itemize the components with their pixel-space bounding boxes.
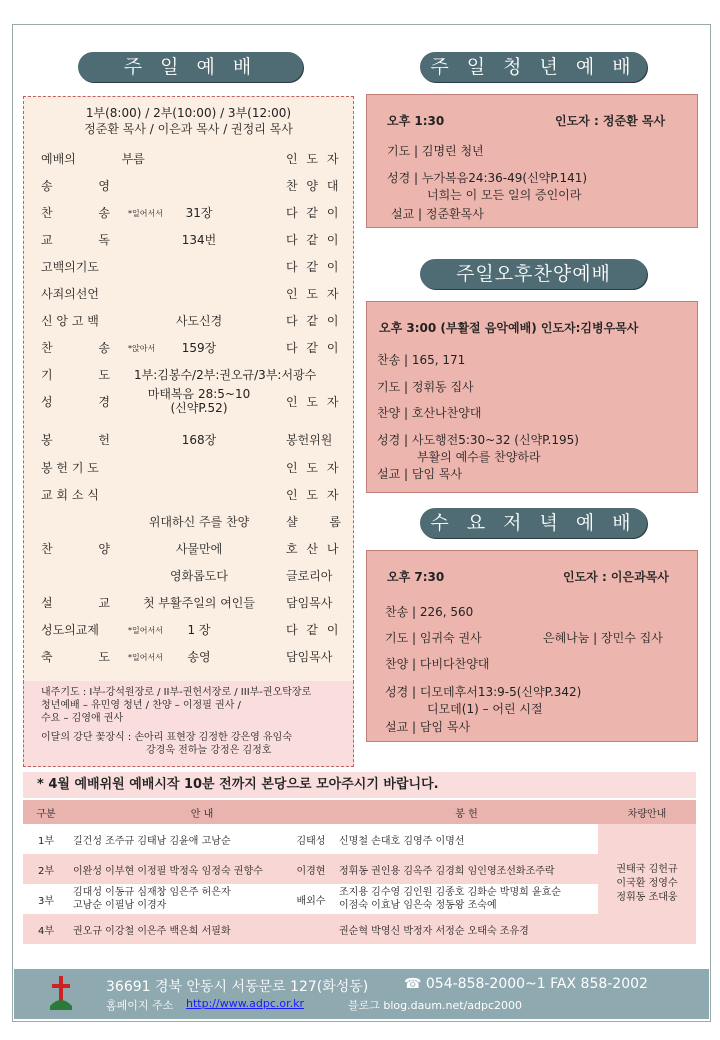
order-note: *일어서서 xyxy=(128,209,163,218)
homepage-link[interactable]: http://www.adpc.or.kr xyxy=(186,997,305,1010)
order-leader: 인 도 자 xyxy=(286,488,339,502)
order-leader: 담임목사 xyxy=(286,650,333,664)
order-leader: 담임목사 xyxy=(286,596,333,610)
order-row xyxy=(24,366,353,386)
note-line: 청년예배 – 유민영 청년 / 찬양 – 이정필 권사 / xyxy=(41,700,241,711)
church-cross-icon xyxy=(50,976,72,1014)
order-content: 영화롭도다 xyxy=(170,569,228,583)
wednesday-time: 오후 7:30 xyxy=(387,570,445,584)
order-note: *일어서서 xyxy=(128,653,163,662)
wednesday-hymn: 찬송 | 226, 560 xyxy=(385,605,474,619)
afternoon-title: 주일오후찬양예배 xyxy=(420,259,647,289)
column-header: 구분 xyxy=(23,800,69,824)
order-item: 봉 헌 xyxy=(41,433,110,447)
vehicle-line: 정휘동 조대웅 xyxy=(616,892,678,903)
order-row xyxy=(24,387,353,415)
order-item: 예배의 부름 xyxy=(41,152,145,166)
order-item: 성도의교제 xyxy=(41,623,99,637)
order-content: 31장 xyxy=(185,206,213,220)
leader-cell: 이경현 xyxy=(292,854,335,884)
part-cell: 3부 xyxy=(23,884,69,914)
order-leader: 인 도 자 xyxy=(286,152,339,166)
youth-leader: 인도자 : 정준환 목사 xyxy=(555,114,666,128)
leader-cell: 김태성 xyxy=(292,824,335,854)
afternoon-scripture-title: 부활의 예수를 찬양하라 xyxy=(417,450,541,464)
order-content: 134번 xyxy=(181,233,217,247)
order-row xyxy=(24,594,353,614)
order-content: 1 장 xyxy=(187,623,211,637)
order-row xyxy=(24,513,353,533)
order-item: 찬 양 xyxy=(41,542,110,556)
committee-title: * 4월 예배위원 예배시작 10분 전까지 본당으로 모아주시기 바랍니다. xyxy=(23,772,696,798)
service-ministers: 정준환 목사 / 이은과 목사 / 권정리 목사 xyxy=(84,122,293,136)
order-leader: 다 같 이 xyxy=(286,260,339,274)
note-line: 강경욱 전하늘 강정은 김정호 xyxy=(146,745,272,756)
order-leader: 인 도 자 xyxy=(286,395,339,409)
order-leader: 샬 롬 xyxy=(286,515,341,529)
youth-title: 주 일 청 년 예 배 xyxy=(420,52,647,82)
table-row xyxy=(23,824,696,854)
afternoon-panel xyxy=(366,301,698,493)
part-cell: 1부 xyxy=(23,824,69,854)
order-leader: 글로리아 xyxy=(286,569,333,583)
order-leader: 인 도 자 xyxy=(286,287,339,301)
sunday-notes xyxy=(23,681,354,767)
youth-scripture: 성경 | 누가복음24:36-49(신약P.141) xyxy=(387,171,588,185)
order-row xyxy=(24,231,353,251)
guide-cell: 권오규 이강철 이은주 백은희 서필화 xyxy=(69,914,292,944)
note-line: 내주기도 : I부-강석원장로 / II부-권헌서장로 / III부-권오탁장로 xyxy=(41,687,312,698)
order-item: 성 경 xyxy=(41,395,110,409)
wednesday-title: 수 요 저 녁 예 배 xyxy=(420,508,647,538)
order-row xyxy=(24,567,353,587)
offering-cell: 권순혁 박영신 박정자 서정순 오태숙 조유경 xyxy=(335,914,598,944)
order-content: 위대하신 주를 찬양 xyxy=(148,515,250,529)
order-leader: 다 같 이 xyxy=(286,341,339,355)
wednesday-scripture-title: 디모데(1) – 어린 시절 xyxy=(427,702,543,716)
offering-cell: 정휘동 권인용 김옥주 김경희 임인영조선화조주락 xyxy=(335,854,598,884)
blog-address: 블로그 blog.daum.net/adpc2000 xyxy=(348,999,523,1012)
column-header: 봉 헌 xyxy=(335,800,598,824)
leader-cell xyxy=(292,914,335,944)
part-cell: 4부 xyxy=(23,914,69,944)
table-row xyxy=(23,854,696,884)
order-item: 설 교 xyxy=(41,596,110,610)
guide-cell: 길건성 조주규 김태남 김윤애 고남순 xyxy=(69,824,292,854)
order-item: 축 도 xyxy=(41,650,110,664)
order-content: 송영 xyxy=(187,650,211,664)
wednesday-sermon: 설교 | 담임 목사 xyxy=(385,720,471,734)
order-item: 신 앙 고 백 xyxy=(41,314,99,328)
order-leader: 다 같 이 xyxy=(286,623,339,637)
order-row xyxy=(24,150,353,170)
note-line: 수요 – 김영애 권사 xyxy=(41,713,124,724)
order-leader: 봉헌위원 xyxy=(286,433,333,447)
table-row xyxy=(23,884,696,914)
order-content: 마태복음 28:5~10 (신약P.52) xyxy=(147,387,251,415)
order-leader: 다 같 이 xyxy=(286,314,339,328)
order-item: 봉 헌 기 도 xyxy=(41,461,99,475)
offering-cell: 조지용 김수영 김인원 김종호 김화순 박명희 윤효순 이점숙 이효남 임은숙 정동왕 조숙예 xyxy=(335,884,598,914)
order-note: *일어서서 xyxy=(128,626,163,635)
order-row xyxy=(24,621,353,641)
column-header: 안 내 xyxy=(69,800,335,824)
order-row xyxy=(24,459,353,479)
order-content: 사도신경 xyxy=(175,314,223,328)
offering-cell: 신명철 손대호 김영주 이명선 xyxy=(335,824,598,854)
wednesday-leader: 인도자 : 이은과목사 xyxy=(563,570,669,584)
order-item: 고백의기도 xyxy=(41,260,99,274)
afternoon-time-leader: 오후 3:00 (부활절 음악예배) 인도자:김병우목사 xyxy=(379,321,639,335)
church-address: 36691 경북 안동시 서동문로 127(화성동) xyxy=(106,979,369,995)
order-row xyxy=(24,204,353,224)
afternoon-praise: 찬양 | 호산나찬양대 xyxy=(377,406,482,420)
order-content: 1부:김봉수/2부:권오규/3부:서광수 xyxy=(134,368,317,382)
church-phone: ☎ 054-858-2000~1 FAX 858-2002 xyxy=(404,976,648,992)
order-item: 찬 송 xyxy=(41,206,110,220)
note-line: 이달의 강단 꽃장식 : 손아리 표현장 김정한 강은영 유임숙 xyxy=(41,732,292,743)
order-row xyxy=(24,312,353,332)
vehicle-cell xyxy=(598,824,696,944)
order-item: 사죄의선언 xyxy=(41,287,99,301)
guide-cell: 이완성 이부현 이정필 박정옥 임정숙 권향수 xyxy=(69,854,292,884)
order-row xyxy=(24,285,353,305)
order-row xyxy=(24,540,353,560)
footer xyxy=(14,969,709,1019)
youth-scripture-title: 너희는 이 모든 일의 증인이라 xyxy=(427,188,582,202)
wednesday-prayer: 기도 | 임귀숙 권사 xyxy=(385,631,482,645)
order-item: 교 독 xyxy=(41,233,110,247)
column-header: 차량안내 xyxy=(598,800,696,824)
table-row xyxy=(23,914,696,944)
order-leader: 다 같 이 xyxy=(286,233,339,247)
order-content: 159장 xyxy=(181,341,217,355)
order-row xyxy=(24,177,353,197)
wednesday-panel xyxy=(366,550,698,742)
part-cell: 2부 xyxy=(23,854,69,884)
order-item: 교 회 소 식 xyxy=(41,488,99,502)
wednesday-praise: 찬양 | 다비다찬양대 xyxy=(385,657,490,671)
service-times: 1부(8:00) / 2부(10:00) / 3부(12:00) xyxy=(85,106,292,120)
order-leader: 찬 양 대 xyxy=(286,179,339,193)
order-leader: 호 산 나 xyxy=(286,542,339,556)
wednesday-grace: 은혜나눔 | 장민수 집사 xyxy=(543,631,663,645)
sunday-title: 주 일 예 배 xyxy=(78,52,303,82)
order-content: 168장 xyxy=(181,433,217,447)
vehicle-line: 이국환 정영수 xyxy=(616,878,678,889)
afternoon-hymn: 찬송 | 165, 171 xyxy=(377,353,466,367)
order-row xyxy=(24,431,353,451)
vehicle-line: 권태국 김헌규 xyxy=(616,864,678,875)
youth-prayer: 기도 | 김명린 청년 xyxy=(387,144,484,158)
leader-cell: 배외수 xyxy=(292,884,335,914)
order-row xyxy=(24,486,353,506)
order-leader: 다 같 이 xyxy=(286,206,339,220)
afternoon-scripture: 성경 | 사도행전5:30~32 (신약P.195) xyxy=(377,433,579,447)
order-content: 사물만에 xyxy=(175,542,223,556)
youth-panel xyxy=(366,94,698,228)
afternoon-sermon: 설교 | 담임 목사 xyxy=(377,467,463,481)
order-item: 찬 송 xyxy=(41,341,110,355)
committee-table xyxy=(23,800,696,944)
homepage-label: 홈페이지 주소 xyxy=(106,999,174,1012)
guide-cell: 김대성 이동규 심재창 임은주 허은자 고남순 이필남 이경자 xyxy=(69,884,292,914)
order-leader: 인 도 자 xyxy=(286,461,339,475)
afternoon-prayer: 기도 | 정휘동 집사 xyxy=(377,380,474,394)
sunday-order-panel xyxy=(23,96,354,683)
table-header-row xyxy=(23,800,696,824)
order-note: *앉아서 xyxy=(128,344,156,353)
youth-sermon: 설교 | 정준환목사 xyxy=(391,207,484,221)
wednesday-scripture: 성경 | 디모데후서13:9-5(신약P.342) xyxy=(385,685,582,699)
order-item: 기 도 xyxy=(41,368,110,382)
youth-time: 오후 1:30 xyxy=(387,114,445,128)
order-row xyxy=(24,339,353,359)
order-row xyxy=(24,258,353,278)
order-item: 송 영 xyxy=(41,179,110,193)
order-row xyxy=(24,648,353,668)
order-content: 첫 부활주일의 여인들 xyxy=(143,596,255,610)
